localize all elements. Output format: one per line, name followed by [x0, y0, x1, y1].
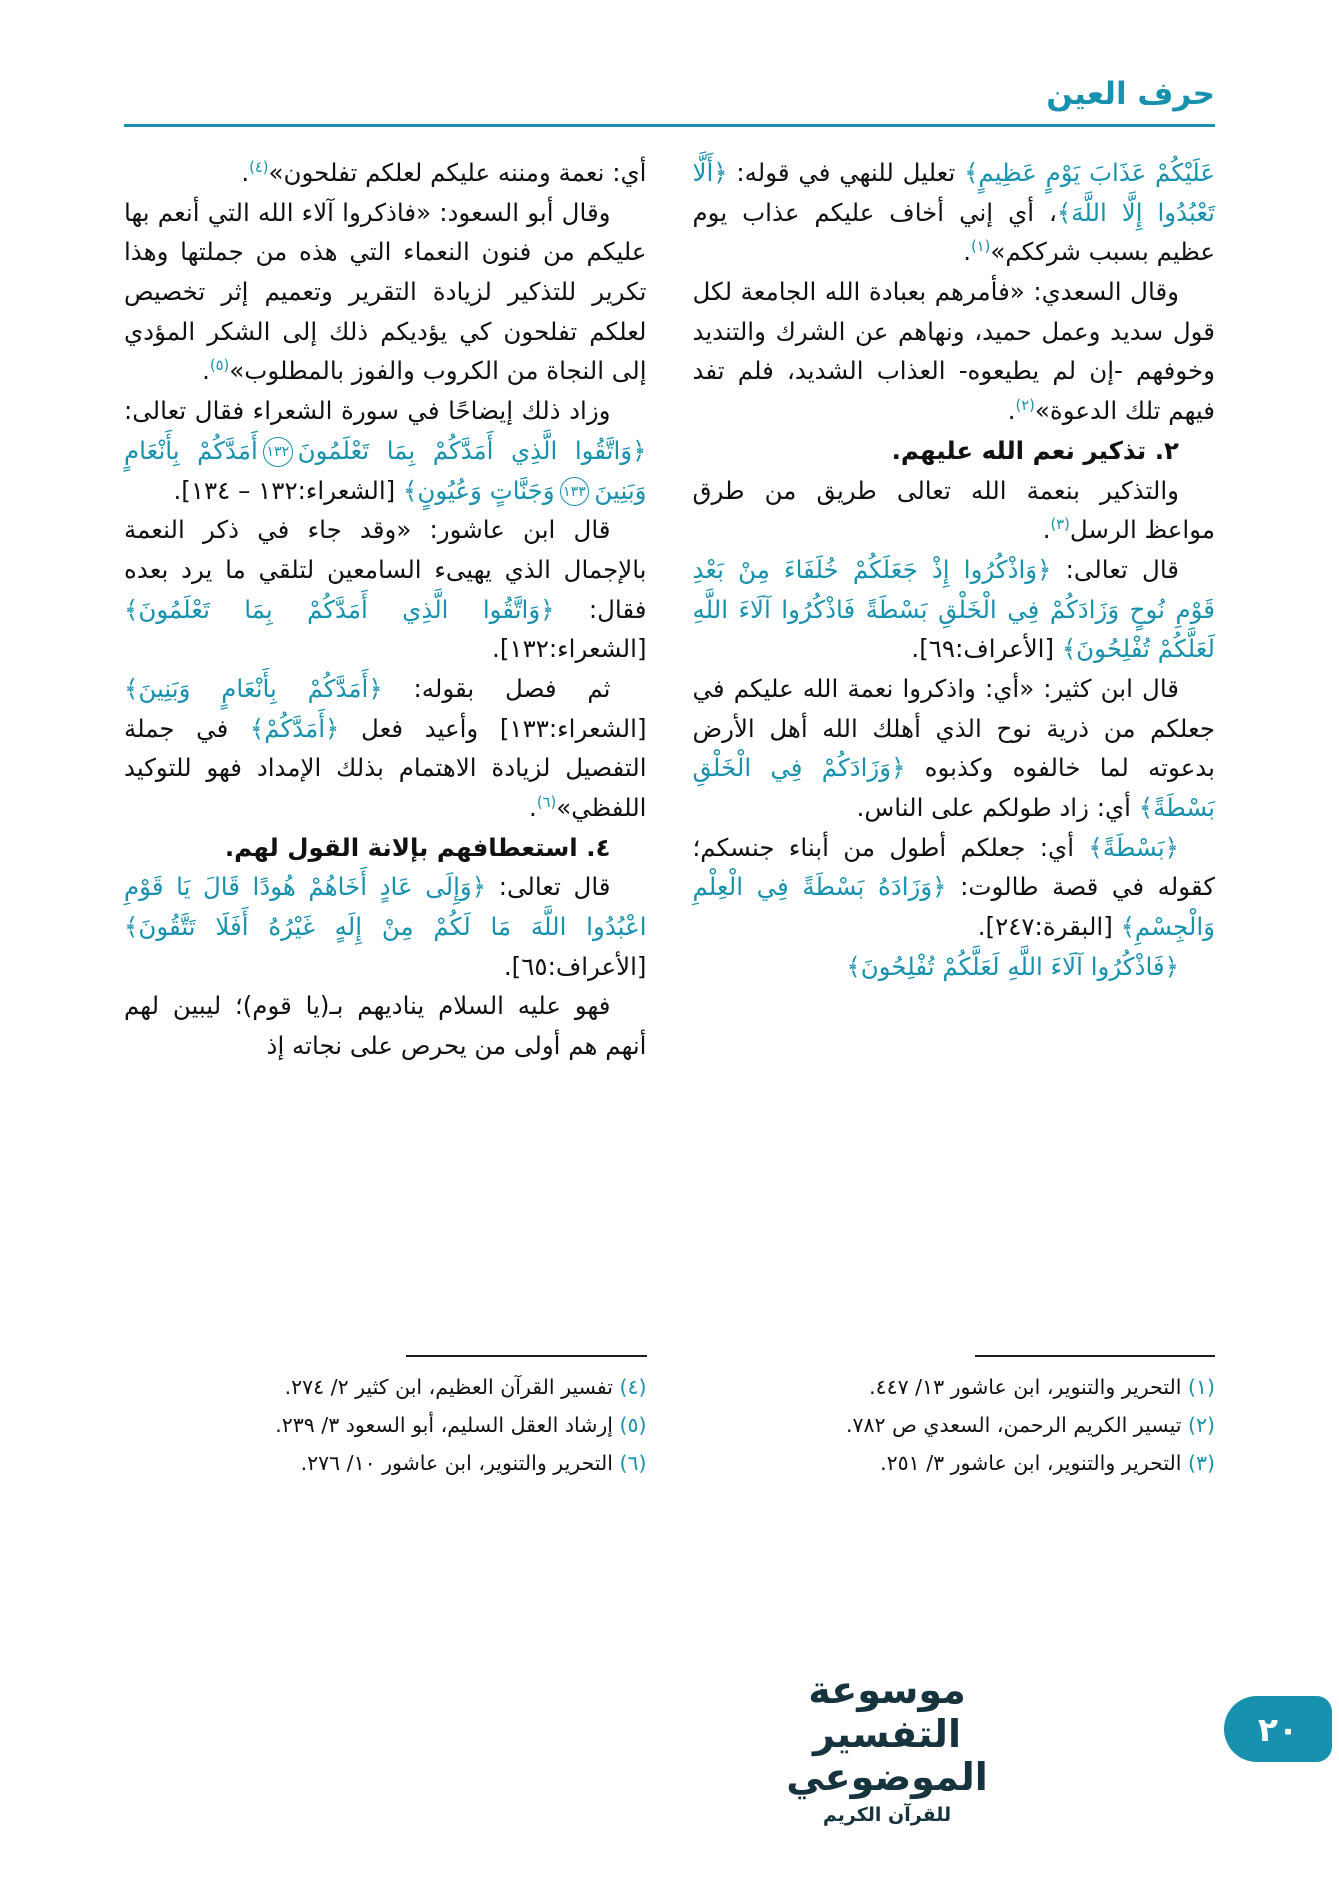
footnote-item: [693, 1407, 1216, 1445]
text-run: ٢. تذكير نعم الله عليهم.: [891, 435, 1179, 465]
paragraph: [124, 510, 647, 669]
footnote-item: [693, 1369, 1216, 1407]
text-run: .: [202, 356, 210, 386]
publisher-logo-title: موسوعة التفسير الموضوعي: [786, 1667, 988, 1800]
paragraph: [124, 867, 647, 986]
paragraph: [693, 153, 1216, 272]
chapter-title: حرف العين: [1046, 76, 1215, 112]
footnote-text: إرشاد العقل السليم، أبو السعود ٣/ ٢٣٩.: [275, 1413, 620, 1438]
footnote-item: [124, 1445, 647, 1483]
footnote-text: التحرير والتنوير، ابن عاشور ١٠/ ٢٧٦.: [300, 1451, 620, 1476]
page-number-badge: [1224, 1696, 1332, 1762]
text-run: [الشعراء:١٣٣] وأعيد فعل: [339, 713, 647, 743]
text-run: في جملة التفصيل لزيادة الاهتمام بذلك الإمداد فهو للتوكيد اللفظي»: [124, 713, 647, 822]
quran-text: ﴿وَاتَّقُوا الَّذِي أَمَدَّكُمْ بِمَا تَعْلَمُونَ: [297, 435, 647, 465]
text-run: فهو عليه السلام يناديهم بـ(يا قوم)؛ ليبين لهم أنهم هم أولى من يحرص على نجاته إذ: [124, 991, 647, 1061]
column-right-text: [693, 153, 1216, 986]
quran-text: ﴿فَاذْكُرُوا آلَاءَ اللَّهِ لَعَلَّكُمْ تُفْلِحُونَ﴾: [846, 951, 1179, 981]
footnote-number: (٤): [619, 1375, 647, 1400]
column-right: [693, 153, 1216, 1483]
paragraph: [693, 828, 1216, 947]
footnote-marker: (١): [970, 238, 991, 256]
text-run: قال ابن كثير: «أي: واذكروا نعمة الله عليكم في جعلكم من ذرية نوح الذي أهلك الله أهل الأرض بدعوته لما خالفوه وكذبوه: [692, 673, 1215, 783]
column-left: [124, 153, 647, 1483]
ayah-number: ١٣٣: [560, 477, 590, 507]
footnote-marker: (٤): [249, 158, 269, 176]
footnotes-left: [124, 1355, 647, 1483]
footnote-number: (٢): [1187, 1413, 1215, 1438]
quran-text: أَمَدَّكُمْ بِأَنْعَامٍ وَبَنِينَ: [124, 435, 647, 505]
quran-text: ﴿وَاذْكُرُوا إِذْ جَعَلَكُمْ خُلَفَاءَ مِنْ بَعْدِ قَوْمِ نُوحٍ وَزَادَكُمْ فِي الْخَلْقِ بَسْطَةً فَاذْكُرُوا آلَاءَ اللَّهِ لَعَلَّكُمْ تُفْلِحُونَ﴾: [692, 554, 1215, 664]
text-run: والتذكير بنعمة الله تعالى طريق من طرق مواعظ الرسل: [692, 475, 1215, 545]
publisher-logo: [757, 1669, 1017, 1826]
text-run: [الشعراء:١٣٢ – ١٣٤].: [173, 475, 404, 505]
quran-text: ﴿وَإِلَى عَادٍ أَخَاهُمْ هُودًا قَالَ يَا قَوْمِ اعْبُدُوا اللَّهَ مَا لَكُمْ مِنْ إِلَهٍ غَيْرُهُ أَفَلَا تَتَّقُونَ﴾: [124, 872, 647, 942]
text-run: تعليل للنهي في قوله:: [727, 158, 965, 187]
footnote-text: التحرير والتنوير، ابن عاشور ٣/ ٢٥١.: [880, 1451, 1188, 1476]
text-run: قال ابن عاشور: «وقد جاء في ذكر النعمة بالإجمال الذي يهيىء السامعين لتلقي ما يرد بعده فقال:: [124, 515, 647, 624]
footnote-item: [693, 1445, 1216, 1483]
footnote-marker: (٦): [536, 793, 557, 811]
text-run: أي: زاد طولكم على الناس.: [856, 793, 1139, 822]
footnote-text: تفسير القرآن العظيم، ابن كثير ٢/ ٢٧٤.: [284, 1375, 620, 1400]
text-run: وقال السعدي: «فأمرهم بعبادة الله الجامعة لكل قول سديد وعمل حميد، ونهاهم عن الشرك والتنديد وخوفهم -إن لم يطيعوه- العذاب الشديد، فلم تفد فيهم تلك الدعوة»: [692, 277, 1215, 426]
text-run: .: [963, 237, 971, 267]
footnote-list: [124, 1369, 647, 1483]
footnote-number: (٣): [1187, 1451, 1215, 1476]
column-left-text: [124, 153, 647, 1066]
paragraph: [693, 272, 1216, 431]
paragraph: [124, 391, 647, 510]
page-number: ٢٠: [1257, 1709, 1299, 1749]
quran-text: ﴿أَمَدَّكُمْ بِأَنْعَامٍ وَبَنِينَ﴾: [124, 673, 383, 703]
text-run: وقال أبو السعود: «فاذكروا آلاء الله التي أنعم بها عليكم من فنون النعماء التي هذه من جملتها وهذا تكرير للتذكير لزيادة التقرير وتعميم إثر تخصيص لعلكم تفلحون كي يؤديكم ذلك إلى الشكر المؤدي إلى النجاة من الكروب والفوز بالمطلوب»: [124, 197, 647, 386]
header-rule: [124, 124, 1215, 127]
paragraph: [693, 669, 1216, 828]
text-run: ثم فصل بقوله:: [382, 673, 611, 703]
paragraph: [693, 471, 1216, 550]
section-heading: [693, 431, 1216, 471]
footnote-separator: [406, 1355, 646, 1357]
footnote-marker: (٢): [1015, 396, 1035, 414]
text-run: [الأعراف:٦٩].: [911, 634, 1062, 664]
page-content: [124, 0, 1215, 1483]
paragraph: [693, 550, 1216, 669]
paragraph: [693, 947, 1216, 987]
text-run: أي: جعلكم أطول من أبناء جنسكم؛ كقوله في قصة طالوت:: [692, 832, 1215, 902]
text-run: .: [1007, 396, 1016, 426]
footnotes-right: [693, 1355, 1216, 1483]
text-run: [البقرة:٢٤٧].: [977, 912, 1121, 942]
text-run: .: [529, 793, 537, 822]
footnote-separator: [975, 1355, 1215, 1357]
paragraph: [124, 193, 647, 391]
footnote-marker: (٣): [1050, 516, 1070, 534]
quran-text: ﴿بَسْطَةً﴾: [1088, 832, 1179, 862]
text-columns: [124, 153, 1215, 1483]
quran-text: ﴿وَزَادَكُمْ فِي الْخَلْقِ بَسْطَةً﴾: [692, 753, 1215, 822]
section-heading: [124, 828, 647, 868]
text-run: قال تعالى:: [486, 872, 611, 902]
page-header: [124, 0, 1215, 127]
ayah-number: ١٣٢: [263, 437, 293, 467]
text-run: ، أي إني أخاف عليكم عذاب يوم عظيم بسبب شرككم»: [692, 197, 1215, 267]
paragraph: [124, 986, 647, 1065]
footnote-number: (٥): [619, 1413, 647, 1438]
text-run: .: [1042, 515, 1051, 545]
publisher-logo-subtitle: للقرآن الكريم: [822, 1804, 952, 1826]
quran-text: عَلَيْكُمْ عَذَابَ يَوْمٍ عَظِيمٍ﴾: [964, 158, 1215, 187]
paragraph: [124, 669, 647, 828]
paragraph: [124, 153, 647, 193]
quran-text: وَجَنَّاتٍ وَعُيُونٍ﴾: [403, 475, 555, 505]
text-run: [الشعراء:١٣٢].: [492, 634, 647, 664]
text-run: وزاد ذلك إيضاحًا في سورة الشعراء فقال تعالى:: [124, 396, 611, 426]
footnote-text: تيسير الكريم الرحمن، السعدي ص ٧٨٢.: [846, 1413, 1188, 1438]
footnote-number: (٦): [619, 1451, 647, 1476]
footnote-list: [693, 1369, 1216, 1483]
footnote-marker: (٥): [209, 357, 230, 375]
quran-text: ﴿وَزَادَهُ بَسْطَةً فِي الْعِلْمِ وَالْجِسْمِ﴾: [692, 872, 1215, 942]
footnote-text: التحرير والتنوير، ابن عاشور ١٣/ ٤٤٧.: [869, 1375, 1188, 1400]
text-run: ٤. استعطافهم بإلانة القول لهم.: [224, 832, 611, 862]
text-run: .: [241, 158, 250, 187]
text-run: أي: نعمة ومننه عليكم لعلكم تفلحون»: [268, 158, 647, 187]
footnote-item: [124, 1407, 647, 1445]
text-run: [الأعراف:٦٥].: [503, 951, 647, 981]
text-run: قال تعالى:: [1051, 554, 1179, 584]
footnote-number: (١): [1187, 1375, 1215, 1400]
quran-text: ﴿أَلَّا تَعْبُدُوا إِلَّا اللَّهَ﴾: [692, 158, 1215, 227]
footnote-item: [124, 1369, 647, 1407]
quran-text: ﴿أَمَدَّكُمْ﴾: [249, 713, 340, 743]
quran-text: ﴿وَاتَّقُوا الَّذِي أَمَدَّكُمْ بِمَا تَعْلَمُونَ﴾: [124, 594, 555, 624]
